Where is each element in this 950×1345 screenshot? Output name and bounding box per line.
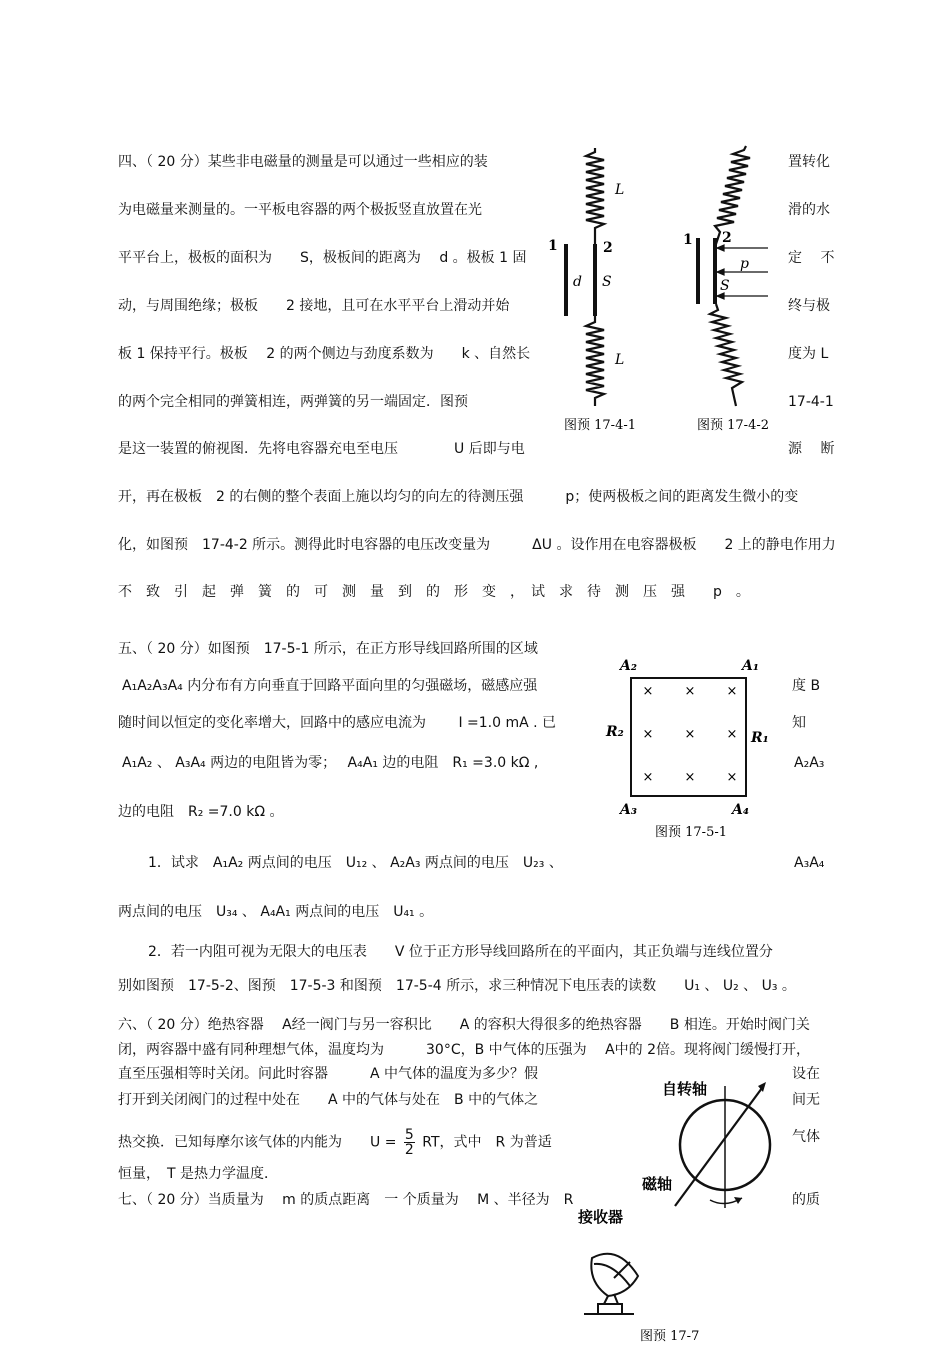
q5-line-9: 别如图预 17-5-2、图预 17-5-3 和图预 17-5-4 所示，求三种情况下电压表的读数 U₁ 、 U₂ 、 U₃ 。 [118, 978, 796, 994]
q6-line-2: 闭，两容器中盛有同种理想气体，温度均为 30°C，B 中气体的压强为 A中的 2倍。现将阀门缓慢打开， [118, 1042, 811, 1058]
q4-line-2-right: 滑的水 [788, 202, 830, 218]
q4-line-5-right: 度为 L [788, 346, 829, 362]
q4-line-6-right: 17-4-1 [788, 394, 834, 410]
label-S-fig1: S [602, 274, 612, 290]
caption-17-4-1: 图预 17-4-1 [564, 418, 637, 433]
svg-text:×: × [726, 770, 738, 785]
figure-17-7 [570, 1072, 795, 1345]
svg-text:×: × [642, 770, 654, 785]
q5-line-3: 随时间以恒定的变化率增大，回路中的感应电流为 I =1.0 mA . 已 [118, 715, 557, 731]
q5-line-4: A₁A₂ 、 A₃A₄ 两边的电阻皆为零； A₄A₁ 边的电阻 R₁ =3.0 kΩ , [122, 755, 539, 771]
label-L-top: L [615, 182, 625, 198]
label-A3: A₃ [620, 802, 637, 818]
svg-text:×: × [642, 684, 654, 699]
q6-line-5-b: RT，式中 R 为普适 [422, 1134, 552, 1151]
label-receiver: 接收器 [578, 1208, 624, 1226]
fraction-denominator: 2 [404, 1142, 414, 1158]
q4-line-3-right: 定 不 [788, 250, 835, 266]
q4-line-4: 动，与周围绝缘；极板 2 接地，且可在水平平台上滑动并始 [118, 298, 510, 314]
q5-line-2: A₁A₂A₃A₄ 内分布有方向垂直于回路平面向里的匀强磁场，磁感应强 [122, 678, 538, 694]
q5-line-5: 边的电阻 R₂ =7.0 kΩ 。 [118, 804, 284, 820]
caption-17-7: 图预 17-7 [640, 1329, 700, 1344]
q4-line-8: 开，再在极板 2 的右侧的整个表面上施以均匀的向左的待测压强 p；使两极板之间的距离发生微小的变 [118, 489, 799, 505]
label-R2: R₂ [606, 724, 624, 740]
q7-line-1-right: 的质 [792, 1192, 820, 1208]
q4-line-5: 板 1 保持平行。极板 2 的两个侧边与劲度系数为 k 、自然长 [118, 346, 531, 362]
figure-17-5-1 [600, 652, 790, 842]
q6-line-5 [118, 1128, 552, 1157]
caption-17-4-2: 图预 17-4-2 [697, 418, 770, 433]
label-d: d [573, 274, 582, 290]
label-1-fig2: 1 [683, 232, 693, 248]
magnetic-field-crosses [643, 684, 738, 785]
figure-17-4 [540, 140, 780, 435]
rotation-arrowhead-icon [734, 1197, 742, 1204]
q5-line-2-right: 度 B [792, 678, 821, 694]
q4-line-6: 的两个完全相同的弹簧相连，两弹簧的另一端固定．图预 [118, 394, 468, 410]
label-A2: A₂ [620, 658, 637, 674]
q5-line-8: 2．若一内阻可视为无限大的电压表 V 位于正方形导线回路所在的平面内，其正负端与连线位置分 [148, 944, 773, 960]
svg-text:×: × [726, 727, 738, 742]
label-rotation-axis: 自转轴 [662, 1080, 708, 1098]
label-R1: R₁ [751, 730, 769, 746]
fraction-numerator: 5 [404, 1127, 414, 1143]
q5-line-1: 五、（ 20 分）如图预 17-5-1 所示，在正方形导线回路所围的区域 [118, 641, 538, 657]
q6-line-1: 六、（ 20 分）绝热容器 A经一阀门与另一容积比 A 的容积大得很多的绝热容器 B 相连。开始时阀门关 [118, 1017, 810, 1033]
q6-line-5-right: 气体 [792, 1129, 820, 1145]
label-p: p [740, 256, 749, 272]
q6-line-4-right: 间无 [792, 1092, 820, 1108]
q5-line-6-right: A₃A₄ [794, 855, 825, 871]
q6-line-4: 打开到关闭阀门的过程中处在 A 中的气体与处在 B 中的气体之 [118, 1092, 539, 1108]
q4-line-4-right: 终与极 [788, 298, 830, 314]
fraction-5-2 [404, 1128, 415, 1157]
q4-line-7: 是这一装置的俯视图．先将电容器充电至电压 U 后即与电 [118, 441, 525, 457]
q6-line-5-a: 热交换．已知每摩尔该气体的内能为 U = [118, 1134, 397, 1151]
q4-line-3: 平平台上，极板的面积为 S，极板间的距离为 d 。极板 1 固 [118, 250, 527, 266]
label-A4: A₄ [732, 802, 749, 818]
label-L-bottom: L [615, 352, 625, 368]
caption-17-5-1: 图预 17-5-1 [655, 825, 728, 840]
svg-text:×: × [726, 684, 738, 699]
q4-line-10: 不 致 引 起 弹 簧 的 可 测 量 到 的 形 变 ， 试 求 待 测 压 强 p 。 [118, 584, 750, 600]
label-magnetic-axis: 磁轴 [642, 1175, 673, 1193]
q6-line-3: 直至压强相等时关闭。问此时容器 A 中气体的温度为多少？假 [118, 1066, 539, 1082]
label-1-fig1: 1 [548, 238, 558, 254]
label-2-fig1: 2 [603, 240, 613, 256]
q5-line-4-right: A₂A₃ [794, 755, 825, 771]
q4-line-9: 化，如图预 17-4-2 所示。测得此时电容器的电压改变量为 ΔU 。设作用在电容器极板 2 上的静电作用力 [118, 537, 836, 553]
label-2-fig2: 2 [722, 230, 732, 246]
label-A1: A₁ [742, 658, 759, 674]
receiver-dish-icon [584, 1254, 638, 1314]
q7-line-1: 七、（ 20 分）当质量为 m 的质点距离 一 个质量为 M 、半径为 R [118, 1192, 574, 1208]
svg-text:×: × [642, 727, 654, 742]
svg-text:×: × [684, 770, 696, 785]
q6-line-3-right: 设在 [792, 1066, 820, 1082]
q5-line-7: 两点间的电压 U₃₄ 、 A₄A₁ 两点间的电压 U₄₁ 。 [118, 904, 434, 920]
svg-text:×: × [684, 684, 696, 699]
q6-line-6: 恒量， T 是热力学温度． [118, 1166, 279, 1182]
q5-line-3-right: 知 [792, 715, 806, 731]
label-S-fig2: S [720, 278, 730, 294]
q4-line-1: 四、（ 20 分）某些非电磁量的测量是可以通过一些相应的装 [118, 154, 488, 170]
q4-line-1-right: 置转化 [788, 154, 830, 170]
q4-line-2: 为电磁量来测量的。一平板电容器的两个极扳竖直放置在光 [118, 202, 482, 218]
svg-text:×: × [684, 727, 696, 742]
q5-line-6: 1．试求 A₁A₂ 两点间的电压 U₁₂ 、 A₂A₃ 两点间的电压 U₂₃ 、 [148, 855, 563, 871]
q4-line-7-right: 源 断 [788, 441, 835, 457]
